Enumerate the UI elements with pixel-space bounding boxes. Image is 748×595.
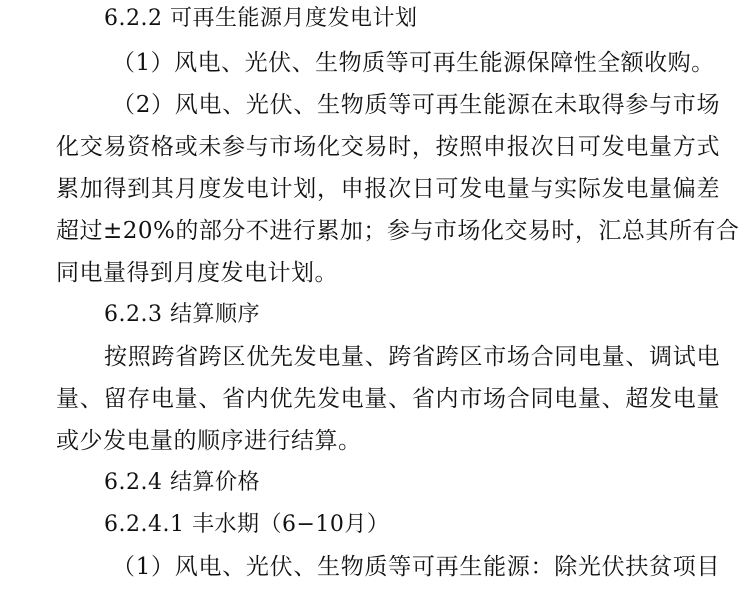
paragraph-6-2-4-1-item-1: （1）风电、光伏、生物质等可再生能源：除光伏扶贫项目 xyxy=(112,554,720,580)
section-heading-6-2-3: 6.2.3 结算顺序 xyxy=(104,302,260,327)
section-heading-6-2-4: 6.2.4 结算价格 xyxy=(104,470,260,495)
paragraph-6-2-2-item-2-line-3: 累加得到其月度发电计划，申报次日可发电量与实际发电量偏差 xyxy=(56,176,720,202)
paragraph-6-2-2-item-2-line-2: 化交易资格或未参与市场化交易时，按照申报次日可发电量方式 xyxy=(56,134,720,160)
paragraph-6-2-2-item-2-line-5: 同电量得到月度发电计划。 xyxy=(56,260,338,286)
subsection-heading-6-2-4-1: 6.2.4.1 丰水期（6−10月） xyxy=(104,512,390,537)
paragraph-6-2-3-line-2: 量、留存电量、省内优先发电量、省内市场合同电量、超发电量 xyxy=(56,386,720,412)
paragraph-6-2-2-item-2-line-1: （2）风电、光伏、生物质等可再生能源在未取得参与市场 xyxy=(112,92,720,118)
paragraph-6-2-2-item-1: （1）风电、光伏、生物质等可再生能源保障性全额收购。 xyxy=(112,50,715,76)
paragraph-6-2-2-item-2-line-4: 超过±20%的部分不进行累加；参与市场化交易时，汇总其所有合 xyxy=(56,218,740,244)
section-heading-6-2-2: 6.2.2 可再生能源月度发电计划 xyxy=(104,6,418,31)
paragraph-6-2-3-line-3: 或少发电量的顺序进行结算。 xyxy=(56,428,362,454)
paragraph-6-2-3-line-1: 按照跨省跨区优先发电量、跨省跨区市场合同电量、调试电 xyxy=(104,344,720,370)
